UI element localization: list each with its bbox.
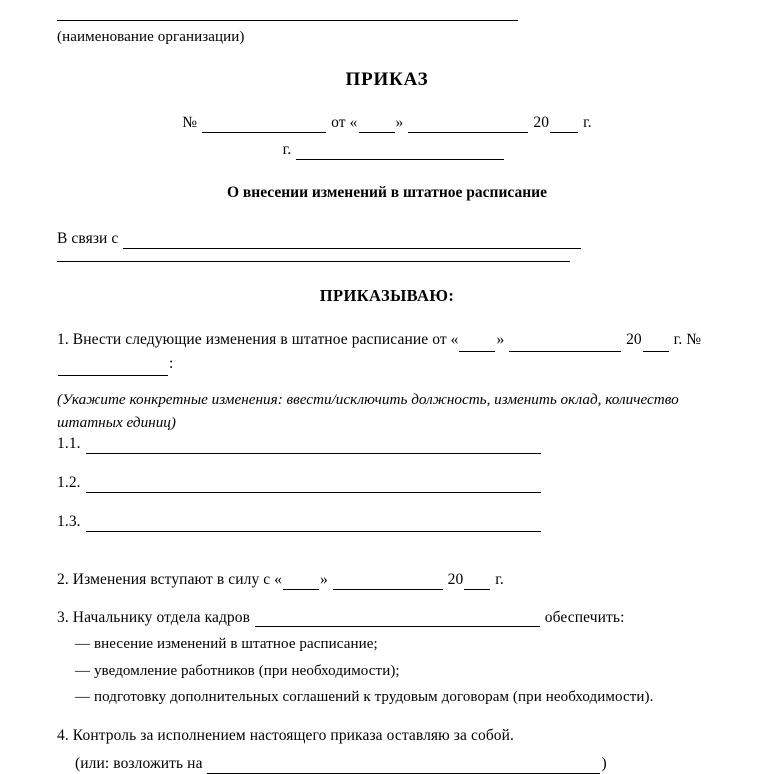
sub-items-list xyxy=(57,434,717,531)
order-keyword: ПРИКАЗЫВАЮ: xyxy=(319,285,455,305)
item-3-dash-list xyxy=(57,635,717,707)
item-2-month-blank[interactable] xyxy=(333,575,443,589)
day-quote-open: « xyxy=(349,114,358,132)
item-2-year-suffix: г. xyxy=(495,570,504,588)
item-3-suffix: обеспечить: xyxy=(544,608,625,626)
item-1-year-prefix: 20 xyxy=(626,330,642,348)
sub-item-1-2-label: 1.2. xyxy=(57,474,81,492)
sub-item-1-2-blank[interactable] xyxy=(86,479,541,493)
order-month-blank[interactable] xyxy=(408,118,528,133)
city-label: г. xyxy=(282,141,292,159)
item-1-quote-close: » xyxy=(496,330,505,348)
sub-item-1-1-label: 1.1. xyxy=(57,435,81,453)
sub-item-1-2 xyxy=(57,473,717,493)
item-1-number-blank[interactable] xyxy=(58,361,168,375)
item-1-colon: : xyxy=(169,354,174,372)
reason-label: В связи с xyxy=(57,229,119,247)
item-1-year-suffix: г. № xyxy=(673,330,702,348)
item-1-hint: (Укажите конкретные изменения: ввести/исключить должность, изменить оклад, количество штатных единиц) xyxy=(57,390,679,431)
sub-item-1-1 xyxy=(57,434,717,454)
item-2-quote-close: » xyxy=(320,570,328,588)
item-1-day-blank[interactable] xyxy=(459,337,495,351)
city-line xyxy=(57,140,717,160)
year-prefix: 20 xyxy=(533,114,550,132)
order-year-blank[interactable] xyxy=(550,118,578,133)
item-2-quote-open: « xyxy=(274,570,283,588)
item-2-year-blank[interactable] xyxy=(464,575,490,589)
item-1-prefix: 1. Внести следующие изменения в штатное расписание от xyxy=(57,330,447,348)
item-3 xyxy=(57,608,717,628)
document-subject: О внесении изменений в штатное расписание xyxy=(227,183,547,201)
item-3-blank[interactable] xyxy=(255,613,540,627)
order-number-date-line xyxy=(57,113,717,133)
reason-blank-1[interactable] xyxy=(123,234,581,248)
item-2-year-prefix: 20 xyxy=(447,570,464,588)
sub-item-1-1-blank[interactable] xyxy=(86,440,541,454)
reason-line xyxy=(57,229,717,249)
item-1-year-blank[interactable] xyxy=(643,337,669,351)
order-day-blank[interactable] xyxy=(359,118,395,133)
day-quote-close: » xyxy=(395,114,404,132)
city-blank[interactable] xyxy=(296,145,504,160)
reason-blank-2[interactable] xyxy=(57,261,570,262)
item-1 xyxy=(57,328,717,376)
item-3-prefix: 3. Начальнику отдела кадров xyxy=(57,608,251,626)
item-1-month-blank[interactable] xyxy=(509,337,621,351)
item-4-alt-suffix: ) xyxy=(601,754,607,772)
sub-item-1-3-label: 1.3. xyxy=(57,512,81,530)
document-body xyxy=(57,14,717,774)
item-2-prefix: 2. Изменения вступают в силу с xyxy=(57,570,271,588)
item-4-alt-prefix: (или: возложить на xyxy=(75,754,203,772)
dash-item-3: — подготовку дополнительных соглашений к трудовым договорам (при необходимости). xyxy=(75,688,654,705)
dash-item-1: — внесение изменений в штатное расписание; xyxy=(75,636,378,653)
item-2 xyxy=(57,570,717,590)
sub-item-1-3 xyxy=(57,512,717,532)
from-word: от xyxy=(331,114,346,132)
item-4: 4. Контроль за исполнением настоящего приказа оставляю за собой. xyxy=(57,727,515,744)
year-suffix: г. xyxy=(583,114,592,132)
organization-caption: (наименование организации) xyxy=(57,29,245,45)
document-title: ПРИКАЗ xyxy=(345,69,429,91)
organization-name-blank[interactable] xyxy=(57,20,518,21)
number-symbol: № xyxy=(182,114,198,132)
item-1-quote-open: « xyxy=(450,330,459,348)
item-2-day-blank[interactable] xyxy=(283,575,319,589)
sub-item-1-3-blank[interactable] xyxy=(86,517,541,531)
item-4-alternative xyxy=(57,754,717,774)
order-number-blank[interactable] xyxy=(202,118,326,133)
item-4-assignee-blank[interactable] xyxy=(207,759,600,773)
dash-item-2: — уведомление работников (при необходимости); xyxy=(75,662,400,679)
